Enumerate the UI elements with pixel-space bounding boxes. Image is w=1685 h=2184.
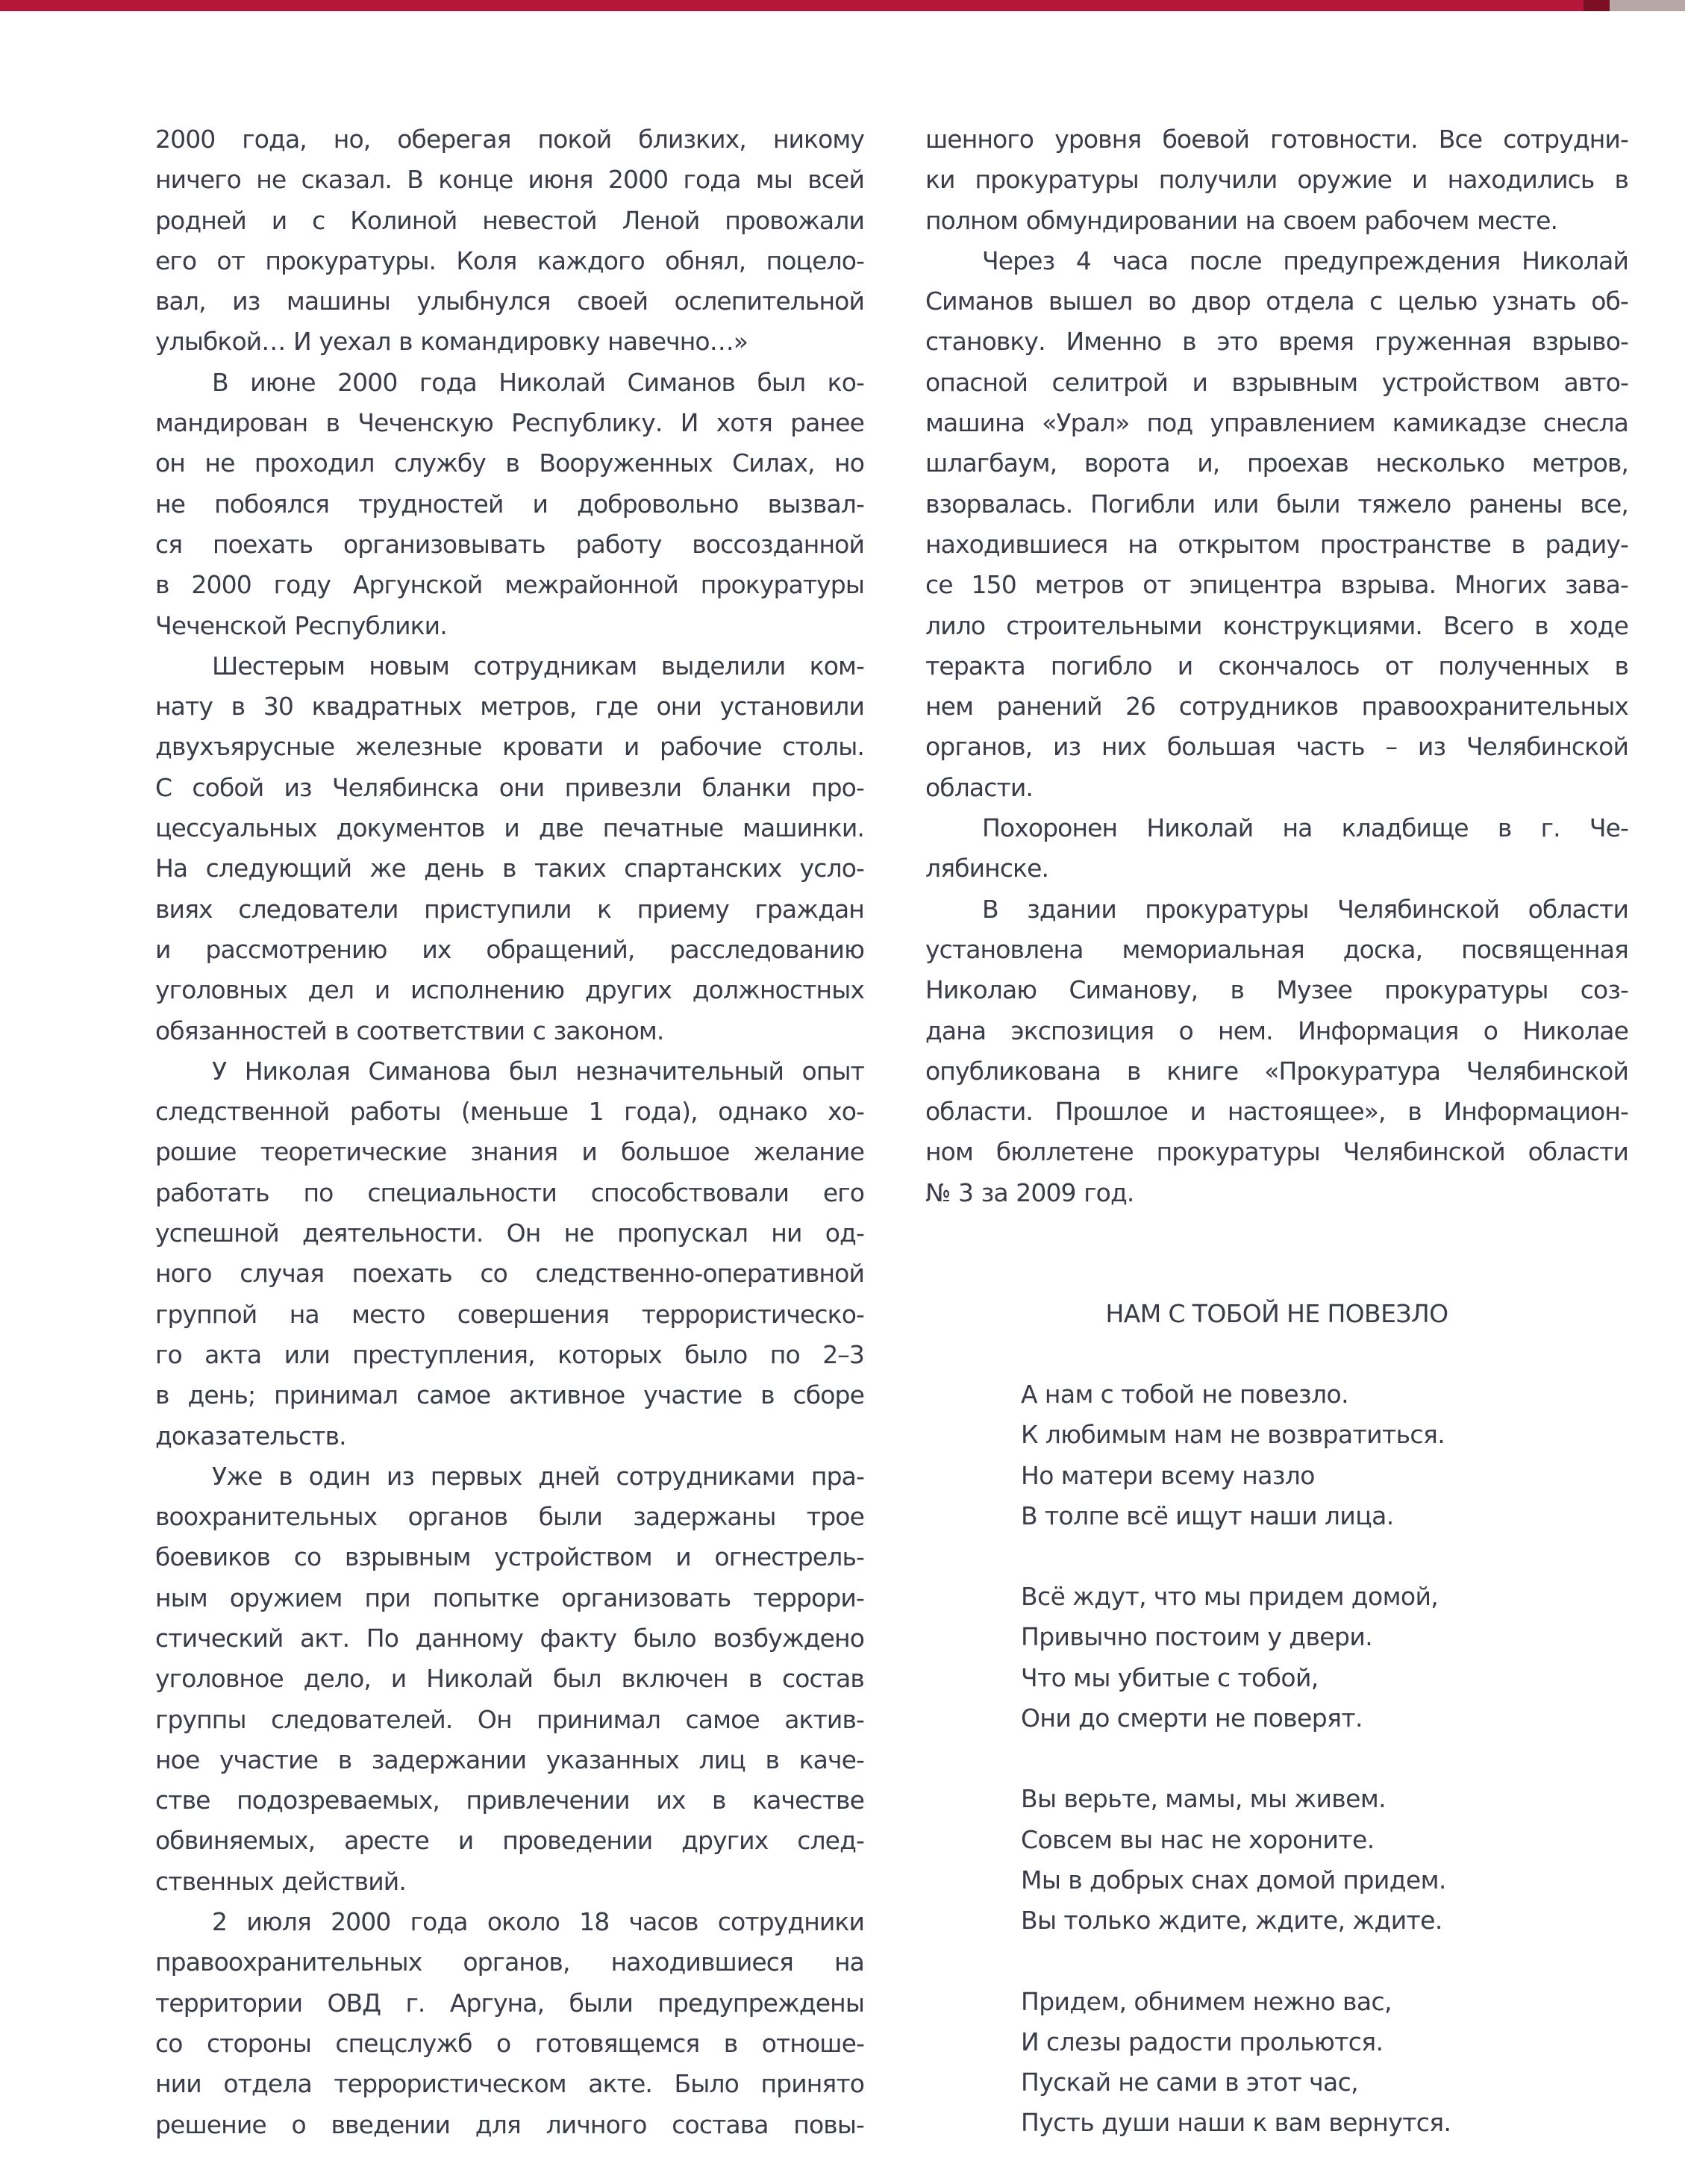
poem-stanza <box>1021 1982 1618 2144</box>
text-line: становку. Именно в это время груженная взрыво- <box>925 327 1628 357</box>
poem-verse: Придем, обнимем нежно вас, <box>1021 1986 1392 2016</box>
text-line: Шестерым новым сотрудникам выделили ком- <box>212 651 864 680</box>
poem-verse: И слезы радости прольются. <box>1021 2027 1384 2056</box>
poem-title: НАМ С ТОБОЙ НЕ ПОВЕЗЛО <box>1105 1299 1448 1328</box>
text-line: ном бюллетене прокуратуры Челябинской области <box>925 1137 1628 1167</box>
text-line: лило строительными конструкциями. Всего в ходе <box>925 610 1628 640</box>
text-line: Похоронен Николай на кладбище в г. Че- <box>982 813 1628 843</box>
text-line: родней и с Колиной невестой Леной провожали <box>155 205 864 235</box>
text-line: двухъярусные железные кровати и рабочие столы. <box>155 732 864 762</box>
paragraph <box>155 646 864 1051</box>
text-line: ного случая поехать со следственно-оперативной <box>155 1259 864 1289</box>
text-line: и рассмотрению их обращений, расследованию <box>155 934 864 964</box>
right-text-column <box>925 119 1628 1213</box>
poem-verse: Пускай не сами в этот час, <box>1021 2068 1359 2097</box>
text-line: боевиков со взрывным устройством и огнестрель- <box>155 1542 864 1572</box>
band-dark-segment <box>1584 0 1610 11</box>
text-line: органов, из них большая часть – из Челябинской <box>925 732 1628 762</box>
text-line: С собой из Челябинска они привезли бланки про- <box>155 772 864 802</box>
text-line: находившиеся на открытом пространстве в радиу- <box>925 529 1628 559</box>
text-line: вал, из машины улыбнулся своей ослепительной <box>155 287 864 316</box>
text-line: Чеченской Республики. <box>155 610 447 640</box>
text-line: Симанов вышел во двор отдела с целью узнать об- <box>925 287 1628 316</box>
text-line: ки прокуратуры получили оружие и находились в <box>925 165 1628 195</box>
paragraph <box>925 889 1628 1213</box>
poem-verse: Вы верьте, мамы, мы живем. <box>1021 1784 1387 1814</box>
text-line: группой на место совершения террористическо- <box>155 1299 864 1329</box>
poem-verse: А нам с тобой не повезло. <box>1021 1380 1348 1409</box>
text-line: области. <box>925 772 1033 802</box>
text-line: се 150 метров от эпицентра взрыва. Многих зава- <box>925 570 1628 600</box>
text-line: ственных действий. <box>155 1866 406 1896</box>
text-line: нии отдела террористическом акте. Было принято <box>155 2069 864 2099</box>
text-line: шлагбаум, ворота и, проехав несколько метров, <box>925 448 1628 478</box>
text-line: полном обмундировании на своем рабочем месте. <box>925 205 1558 235</box>
text-line: опасной селитрой и взрывным устройством авто- <box>925 367 1628 397</box>
left-text-column <box>155 119 864 2145</box>
text-line: мандирован в Чеченскую Республику. И хотя ранее <box>155 408 864 438</box>
text-line: ным оружием при попытке организовать террори- <box>155 1583 864 1612</box>
poem <box>1021 1374 1618 2184</box>
text-line: опубликована в книге «Прокуратура Челябинской <box>925 1056 1628 1086</box>
paragraph <box>155 1456 864 1902</box>
text-line: решение о введении для личного состава повы- <box>155 2109 864 2139</box>
paragraph <box>155 363 864 646</box>
paragraph <box>155 1902 864 2145</box>
text-line: ное участие в задержании указанных лиц в каче- <box>155 1745 864 1774</box>
text-line: правоохранительных органов, находившиеся на <box>155 1947 864 1977</box>
text-line: Через 4 часа после предупреждения Николай <box>982 245 1628 275</box>
text-line: уголовных дел и исполнению других должностных <box>155 975 864 1005</box>
text-line: № 3 за 2009 год. <box>925 1177 1134 1207</box>
poem-verse: Что мы убитые с тобой, <box>1021 1662 1319 1692</box>
text-line: стический акт. По данному факту было возбуждено <box>155 1623 864 1653</box>
text-line: успешной деятельности. Он не пропускал ни од- <box>155 1218 864 1248</box>
text-line: На следующий же день в таких спартанских усло- <box>155 854 864 883</box>
poem-verse: Пусть души наши к вам вернутся. <box>1021 2108 1451 2138</box>
poem-verse: В толпе всё ищут наши лица. <box>1021 1501 1394 1530</box>
text-line: в день; принимал самое активное участие в сборе <box>155 1380 864 1410</box>
text-line: го акта или преступления, которых было по 2–3 <box>155 1339 864 1369</box>
text-line: ся поехать организовывать работу воссозданной <box>155 529 864 559</box>
band-grey-segment <box>1610 0 1685 11</box>
poem-verse: Вы только ждите, ждите, ждите. <box>1021 1906 1442 1936</box>
paragraph <box>925 808 1628 889</box>
text-line: области. Прошлое и настоящее», в Информацион- <box>925 1097 1628 1127</box>
text-line: он не проходил службу в Вооруженных Силах, но <box>155 448 864 478</box>
text-line: теракта погибло и скончалось от полученных в <box>925 651 1628 680</box>
text-line: группы следователей. Он принимал самое актив- <box>155 1704 864 1734</box>
text-line: обвиняемых, аресте и проведении других след- <box>155 1826 864 1856</box>
text-line: не побоялся трудностей и добровольно вызвал- <box>155 489 864 519</box>
text-line: в 2000 году Аргунской межрайонной прокуратуры <box>155 570 864 600</box>
paragraph <box>925 241 1628 808</box>
text-line: установлена мемориальная доска, посвященная <box>925 934 1628 964</box>
poem-verse: Они до смерти не поверят. <box>1021 1703 1363 1733</box>
text-line: территории ОВД г. Аргуна, были предупреждены <box>155 1988 864 2018</box>
text-line: В здании прокуратуры Челябинской области <box>982 894 1628 924</box>
poem-verse: К любимым нам не возвратиться. <box>1021 1420 1445 1450</box>
poem-verse: Всё ждут, что мы придем домой, <box>1021 1582 1439 1612</box>
text-line: 2 июля 2000 года около 18 часов сотрудники <box>212 1907 864 1937</box>
poem-verse: Привычно постоим у двери. <box>1021 1622 1373 1652</box>
text-line: У Николая Симанова был незначительный опыт <box>212 1056 864 1086</box>
text-line: обязанностей в соответствии с законом. <box>155 1016 664 1045</box>
text-line: его от прокуратуры. Коля каждого обнял, поцело- <box>155 245 864 275</box>
text-line: воохранительных органов были задержаны трое <box>155 1502 864 1532</box>
text-line: стве подозреваемых, привлечении их в качестве <box>155 1786 864 1815</box>
text-line: цессуальных документов и две печатные машинки. <box>155 813 864 843</box>
text-line: Уже в один из первых дней сотрудниками пра- <box>212 1461 864 1491</box>
text-line: улыбкой… И уехал в командировку навечно…» <box>155 327 748 357</box>
text-line: со стороны спецслужб о готовящемся в отноше- <box>155 2028 864 2058</box>
poem-verse: Но матери всему назло <box>1021 1460 1315 1490</box>
text-line: работать по специальности способствовали его <box>155 1177 864 1207</box>
text-line: ничего не сказал. В конце июня 2000 года мы всей <box>155 165 864 195</box>
text-line: 2000 года, но, оберегая покой близких, никому <box>155 125 864 154</box>
text-line: рошие теоретические знания и большое желание <box>155 1137 864 1167</box>
text-line: машина «Урал» под управлением камикадзе снесла <box>925 408 1628 438</box>
text-line: дана экспозиция о нем. Информация о Николае <box>925 1016 1628 1045</box>
poem-verse: Мы в добрых снах домой придем. <box>1021 1865 1446 1894</box>
top-accent-band <box>0 0 1685 11</box>
text-line: виях следователи приступили к приему граждан <box>155 894 864 924</box>
text-line: лябинске. <box>925 854 1049 883</box>
text-line: следственной работы (меньше 1 года), однако хо- <box>155 1097 864 1127</box>
poem-stanza <box>1021 1779 1618 1941</box>
text-line: В июне 2000 года Николай Симанов был ко- <box>212 367 864 397</box>
paragraph <box>155 1051 864 1456</box>
poem-stanza <box>1021 1374 1618 1536</box>
poem-verse: Совсем вы нас не хороните. <box>1021 1824 1375 1854</box>
paragraph <box>925 119 1628 241</box>
text-line: Николаю Симанову, в Музее прокуратуры соз- <box>925 975 1628 1005</box>
text-line: нату в 30 квадратных метров, где они установили <box>155 692 864 722</box>
paragraph <box>155 119 864 363</box>
text-line: уголовное дело, и Николай был включен в состав <box>155 1664 864 1694</box>
text-line: доказательств. <box>155 1421 346 1451</box>
poem-stanza <box>1021 1577 1618 1739</box>
text-line: шенного уровня боевой готовности. Все сотрудни- <box>925 125 1628 154</box>
text-line: нем ранений 26 сотрудников правоохранительных <box>925 692 1628 722</box>
text-line: взорвалась. Погибли или были тяжело ранены все, <box>925 489 1628 519</box>
